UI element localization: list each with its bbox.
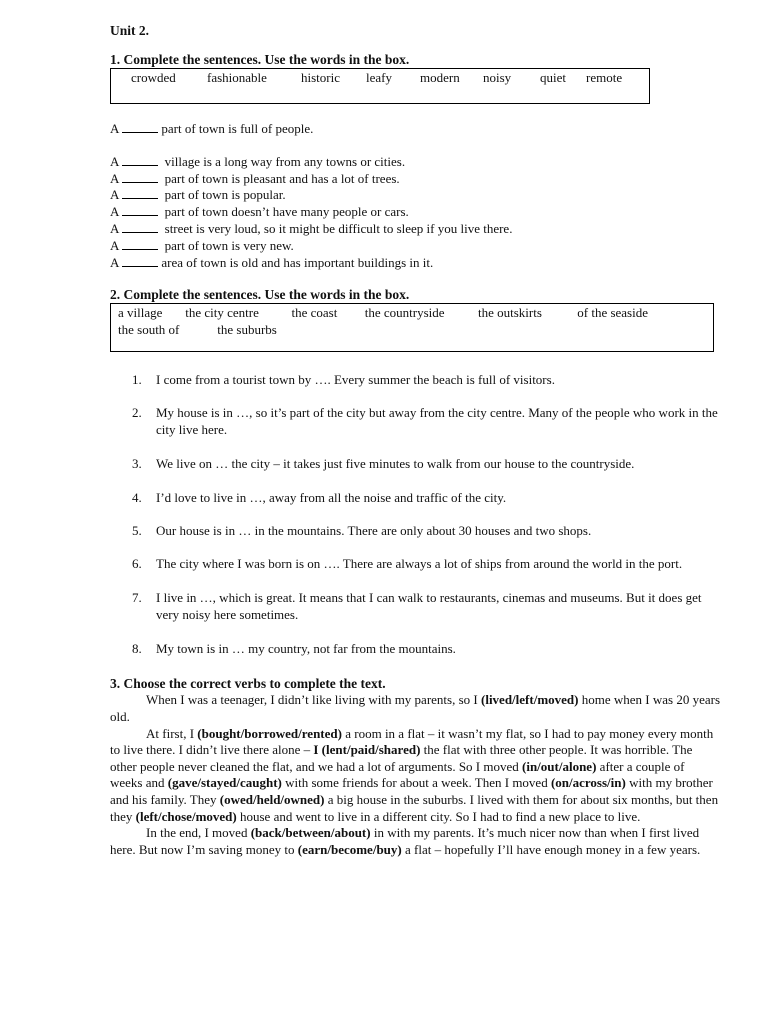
item-text: Our house is in … in the mountains. There are only about 30 houses and two shops. xyxy=(156,523,592,539)
paragraph-text: home when I was 20 years old. xyxy=(110,692,720,724)
answer-blank[interactable] xyxy=(122,187,158,199)
word-box-item: the city centre xyxy=(185,305,259,321)
article: A xyxy=(110,237,120,253)
exercise-2-word-box xyxy=(110,303,714,352)
exercise-1-sentence xyxy=(110,187,720,204)
list-item xyxy=(110,555,720,572)
article: A xyxy=(110,254,120,270)
exercise-1-sentence-list xyxy=(110,154,720,272)
item-number: 6. xyxy=(132,556,142,572)
article: A xyxy=(110,153,120,169)
word-box-item: the outskirts xyxy=(478,305,542,321)
word-box-item: the coast xyxy=(291,305,338,321)
sentence-text: part of town doesn’t have many people or cars. xyxy=(164,204,409,220)
verb-choice[interactable]: (earn/become/buy) xyxy=(297,841,402,857)
paragraph-text: When I was a teenager, I didn’t like living with my parents, so I xyxy=(146,692,481,708)
answer-blank[interactable] xyxy=(122,154,158,166)
word-box-item: the south of xyxy=(118,322,180,338)
paragraph-text: in with my parents. It’s much nicer now than when I first lived here. But now I’m saving money to xyxy=(110,825,700,857)
list-item xyxy=(110,404,720,438)
unit-title: Unit 2. xyxy=(110,23,150,38)
list-item xyxy=(110,455,720,472)
paragraph-text: after a couple of weeks and xyxy=(110,758,685,791)
verb-choice[interactable]: (on/across/in) xyxy=(550,775,626,791)
verb-choice[interactable]: (left/chose/moved) xyxy=(135,808,237,824)
exercise-1-sentence xyxy=(110,221,720,238)
article: A xyxy=(110,204,120,220)
item-text: My town is in … my country, not far from the mountains. xyxy=(156,641,456,657)
exercise-1-word-box xyxy=(110,68,650,104)
exercise-2-question-list xyxy=(110,371,720,657)
sentence-text: part of town is pleasant and has a lot of trees. xyxy=(164,170,400,186)
exercise-1-sentence xyxy=(110,204,720,221)
paragraph-text: a flat – hopefully I’ll have enough money in a few years. xyxy=(401,841,701,857)
article: A xyxy=(110,220,120,236)
paragraph-text: a big house in the suburbs. I lived with them for about six months, but then they xyxy=(110,791,719,824)
paragraph xyxy=(110,825,720,858)
item-text: My house is in …, so it’s part of the city but away from the city centre. Many of the people who work in the city live here. xyxy=(156,405,718,438)
article: A xyxy=(110,121,120,136)
word-box-item: noisy xyxy=(483,70,512,85)
word-box-item: modern xyxy=(420,70,460,85)
exercise-1-sentence xyxy=(110,154,720,171)
word-box-row xyxy=(118,321,713,338)
sentence-text: part of town is popular. xyxy=(164,187,286,203)
paragraph-text: house and went to live in a different city. So I had to find a new place to live. xyxy=(236,808,641,824)
word-box-item: leafy xyxy=(366,70,392,85)
verb-choice[interactable]: (lived/left/moved) xyxy=(481,692,579,708)
word-box-item: a village xyxy=(118,305,163,321)
list-item xyxy=(110,371,720,388)
item-number: 1. xyxy=(132,372,142,388)
verb-choice[interactable]: (bought/borrowed/rented) xyxy=(197,725,342,741)
paragraph-text: the flat with three other people. It was horrible. The other people never cleaned the flat, and we had a lot of arguments. So I moved xyxy=(110,742,693,774)
item-text: I live in …, which is great. It means that I can walk to restaurants, cinemas and museums. But it does get very noisy here sometimes. xyxy=(156,590,702,623)
word-box-item: the suburbs xyxy=(217,322,277,338)
paragraph-text: a room in a flat – it wasn’t my flat, so I had to pay money every month to live there. I didn’t live there alone – xyxy=(110,725,714,758)
answer-blank[interactable] xyxy=(122,171,158,183)
list-item xyxy=(110,589,720,623)
word-box-item: historic xyxy=(301,70,340,85)
exercise-1-heading: 1. Complete the sentences. Use the words in the box. xyxy=(110,52,410,67)
list-item xyxy=(110,489,720,506)
word-box-item: remote xyxy=(586,70,623,85)
item-number: 3. xyxy=(132,456,142,472)
answer-blank[interactable] xyxy=(122,221,158,233)
paragraph xyxy=(110,726,720,826)
sentence-text: area of town is old and has important buildings in it. xyxy=(161,254,434,270)
paragraph-text: At first, I xyxy=(146,725,198,741)
word-box-item: the countryside xyxy=(364,305,445,321)
answer-blank[interactable] xyxy=(122,204,158,216)
list-item xyxy=(110,640,720,657)
word-box-row xyxy=(118,304,713,321)
sentence-text: part of town is full of people. xyxy=(161,121,314,136)
verb-choice[interactable]: (in/out/alone) xyxy=(522,758,597,774)
exercise-1-sentence xyxy=(110,121,720,138)
word-box-item: fashionable xyxy=(207,70,267,85)
verb-choice[interactable]: (back/between/about) xyxy=(250,825,371,841)
item-text: I’d love to live in …, away from all the noise and traffic of the city. xyxy=(156,490,507,506)
sentence-text: part of town is very new. xyxy=(164,237,294,253)
item-number: 5. xyxy=(132,523,142,539)
word-box-item: of the seaside xyxy=(577,305,649,321)
answer-blank[interactable] xyxy=(122,121,158,133)
item-number: 2. xyxy=(132,405,142,421)
word-box-item: crowded xyxy=(131,70,176,85)
verb-choice[interactable]: (owed/held/owned) xyxy=(219,791,325,807)
exercise-1-sentence xyxy=(110,238,720,255)
exercise-2-heading: 2. Complete the sentences. Use the words in the box. xyxy=(110,287,410,303)
verb-choice[interactable]: I (lent/paid/shared) xyxy=(313,742,421,758)
paragraph-text: with some friends for about a week. Then I moved xyxy=(281,775,551,791)
exercise-1-sentence xyxy=(110,255,720,272)
item-text: I come from a tourist town by …. Every summer the beach is full of visitors. xyxy=(156,372,555,388)
paragraph xyxy=(110,692,720,725)
answer-blank[interactable] xyxy=(122,238,158,250)
item-number: 4. xyxy=(132,490,142,506)
exercise-3-heading: 3. Choose the correct verbs to complete the text. xyxy=(110,676,386,692)
item-number: 8. xyxy=(132,641,142,657)
worksheet-page xyxy=(110,22,720,858)
verb-choice[interactable]: (gave/stayed/caught) xyxy=(167,775,282,791)
word-box-item: quiet xyxy=(540,70,566,85)
answer-blank[interactable] xyxy=(122,255,158,267)
item-number: 7. xyxy=(132,590,142,606)
item-text: We live on … the city – it takes just five minutes to walk from our house to the countryside. xyxy=(156,456,635,472)
article: A xyxy=(110,170,120,186)
sentence-text: street is very loud, so it might be difficult to sleep if you live there. xyxy=(164,220,513,236)
exercise-1-sentence xyxy=(110,171,720,188)
exercise-3-text xyxy=(110,692,720,858)
sentence-text: village is a long way from any towns or cities. xyxy=(164,153,406,169)
paragraph-text: with my brother and his family. They xyxy=(110,775,713,807)
paragraph-text: In the end, I moved xyxy=(146,825,251,841)
article: A xyxy=(110,187,120,203)
list-item xyxy=(110,522,720,539)
item-text: The city where I was born is on …. There are always a lot of ships from around the world in the port. xyxy=(156,556,683,572)
